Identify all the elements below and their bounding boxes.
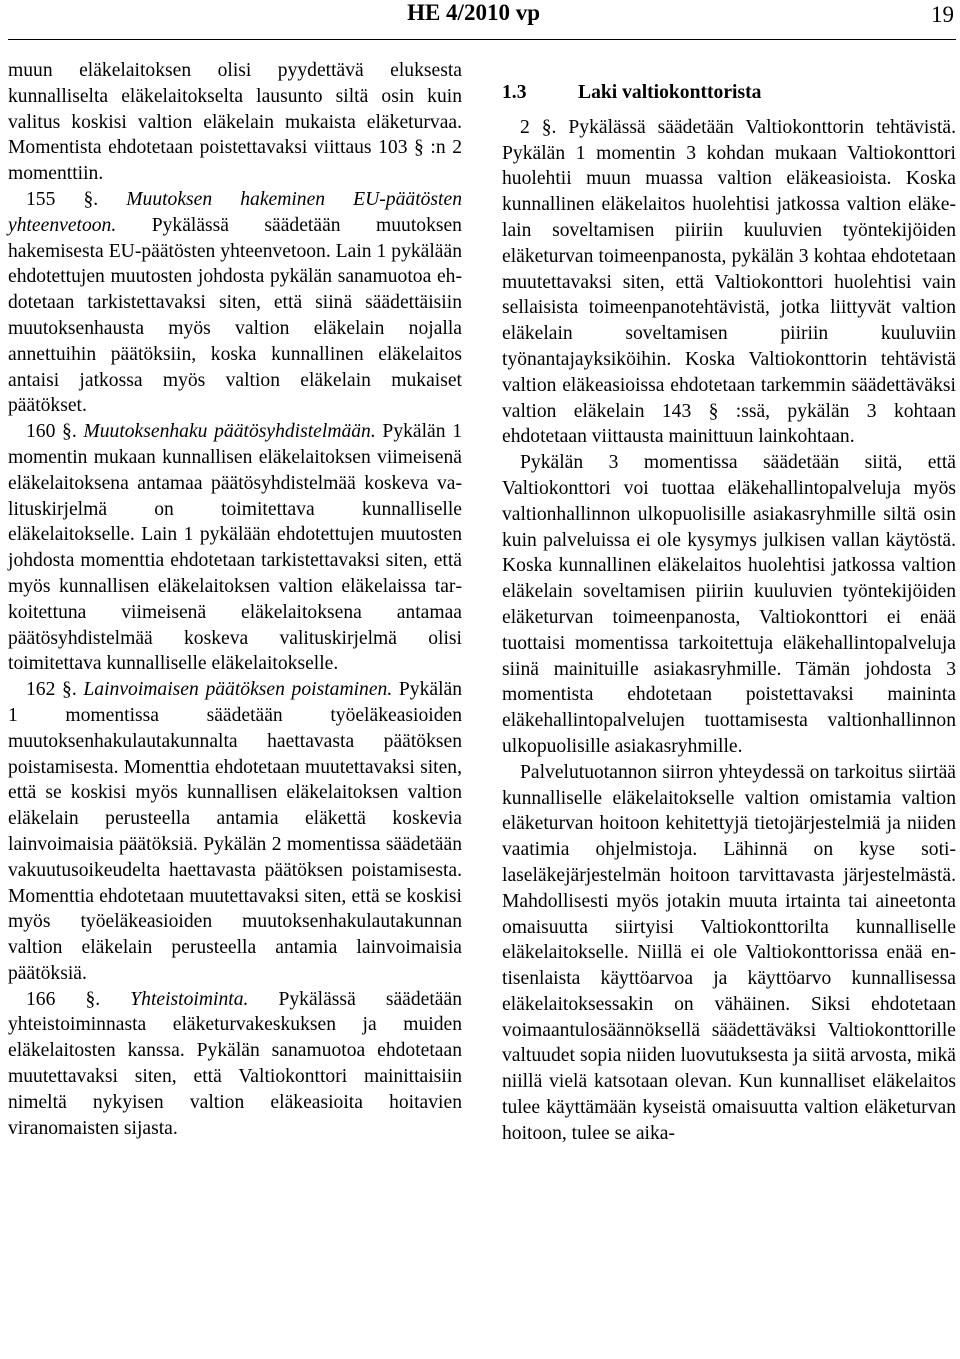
section-heading-title: Laki valtiokonttorista: [578, 82, 762, 103]
paragraph-moment-3: Pykälän 3 momentissa säädetään siitä, että Valtiokonttori voi tuottaa eläkehallintopalveluja myös valtionhallinnon ulkopuolisille asiakasryhmille siltä osin kuin palveluissa ei ole kysymys julkisen vallan käytöstä. Koska kunnallinen eläkelaitos huolehtisi jatkossa valtion eläkelain soveltamisen piiriin kuuluvien työntekijöiden eläketurvan toimeenpanosta, Valtiokonttori ei enää tuottaisi momentissa tarkoitettuja eläkehallintopalveluja siinä mainituille asiakasryhmille. Tämän johdosta 3 momentista ehdotetaan poistettavaksi maininta eläkehallintopalvelujen tuottamisesta valtionhallinnon ulkopuolisille asiakasryhmille.: [502, 452, 956, 757]
section-160-text: Pykälän 1 momentin mukaan kunnallisen eläkelaitoksen viimeisenä eläkelaitoksena antamaa päätösyhdistelmää koskeva valituskirjelmä on toimitettava kunnalliselle eläkelaitokselle. Lain 1 pykälään ehdotettujen muutosten johdosta momenttia ehdotetaan tarkistettavaksi siten, että myös kunnallisen eläkelaitoksen valtion eläkelaissa tarkoitettuna viimeisenä eläkelaitoksena antamaa päätösyhdistelmää koskeva valituskirjelmä olisi toimitettava kunnalliselle eläkelaitokselle.: [8, 421, 462, 675]
section-162: [8, 677, 462, 987]
section-heading-number: 1.3: [502, 82, 527, 103]
section-166-number: 166 §.: [26, 988, 101, 1010]
left-column: [8, 58, 462, 1141]
section-166-text: Pykälässä säädetään yhteistoiminnasta eläketurvakeskuksen ja muiden eläkelaitosten kanssa. Pykälän sanamuotoa ehdotetaan muutettavaksi siten, että Valtiokonttori mainittaisiin nimeltä nykyisen valtion eläkeasioita hoitavien viranomaisten sijasta.: [8, 988, 462, 1139]
section-162-title: Lainvoimaisen päätöksen poistaminen.: [83, 679, 393, 701]
section-160: [8, 419, 462, 677]
section-160-title: Muutoksenhaku päätösyhdistelmään.: [83, 421, 376, 443]
section-166-title: Yhteistoiminta.: [130, 988, 249, 1010]
paragraph-transfer: Palvelutuotannon siirron yhteydessä on tarkoitus siirtää kunnalliselle eläkelaitokselle valtion omistamia valtion eläketurvan hoitoon kehitettyjä tietojärjestelmiä ja niiden vaatimia ohjelmistoja. Lähinnä on kyse sotilaseläkejärjestelmän hoitoon tarvittavasta järjestelmästä. Mahdollisesti myös jotakin muuta irtainta tai aineetonta omaisuutta siirtyisi Valtiokonttorilta kunnalliselle eläkelaitokselle. Niillä ei ole Valtiokonttorissa enää entisenlaista käyttöarvoa ja käyttöarvo kunnallisessa eläkelaitoksessakin on vähäinen. Siksi ehdotetaan voimaantulosäännöksellä säädettäväksi Valtiokonttorille valtuudet sopia niiden luovutuksesta ja siitä arvosta, mikä niillä vielä katsotaan olevan. Kun kunnalliset eläkelaitos tulee käyttämään kyseistä omaisuutta valtion eläketurvan hoitoon, tulee se aika-: [502, 761, 956, 1144]
section-166: [8, 987, 462, 1142]
section-160-number: 160 §.: [26, 421, 77, 443]
paragraph-section-2: 2 §. Pykälässä säädetään Valtiokonttorin tehtävistä. Pykälän 1 momentin 3 kohdan mukaan Valtiokonttori huolehtii muun muassa valtion eläkeasioista. Koska kunnallinen eläkelaitos huolehtisi jatkossa valtion eläkelain soveltamisen piiriin kuuluvien työntekijöiden eläketurvan toimeenpanosta, pykälän 3 kohtaa ehdotetaan muutettavaksi siten, että Valtiokonttori huolehtisi vain sellaisista toimeenpanotehtävistä, jotka liittyvät valtion eläkelain soveltamisen piiriin kuuluviin työnantajayksiköihin. Koska Valtiokonttorin tehtävistä valtion eläkeasioissa ehdotetaan tarkemmin säädettäväksi valtion eläkelain 143 § :ssä, pykälän 3 kohtaan ehdotetaan viittausta mainittuun lainkohtaan.: [502, 116, 956, 448]
document-id: HE 4/2010 vp: [407, 0, 540, 25]
right-column: [502, 80, 956, 1147]
section-heading: [502, 80, 956, 106]
section-162-number: 162 §.: [26, 679, 77, 701]
section-162-text: Pykälän 1 momentissa säädetään työeläkeasioiden muutoksenhakulautakunnalta haettavasta päätöksen poistamisesta. Momenttia ehdotetaan muutettavaksi siten, että se koskisi myös kunnallisen eläkelaitoksen valtion eläkelain perusteella antamia eläkettä koskevia lainvoimaisia päätöksiä. Pykälän 2 momentissa säädetään vakuutusoikeudelta haettavasta päätöksen poistamisesta. Momenttia ehdotetaan muutettavaksi siten, että se koskisi myös työeläkeasioiden muutoksenhakulautakunnan valtion eläkelain perusteella antamia lainvoimaisia päätöksiä.: [8, 679, 463, 984]
paragraph-appeal: muun eläkelaitoksen olisi pyydettävä eluksesta kunnalliselta eläkelaitokselta lausunto siltä osin kuin valitus koskisi valtion eläkelain mukaista eläketurvaa. Momentista ehdotetaan poistettavaksi viittaus 103 § :n 2 momenttiin.: [8, 60, 462, 185]
section-155-text: Pykälässä säädetään muutoksen hakemisesta EU-päätösten yhteenvetoon. Lain 1 pykälään ehdotettujen muutosten johdosta pykälän sanamuotoa ehdotetaan tarkistettavaksi siten, että siinä säädettäisiin muutoksenhausta myös valtion eläkelain nojalla annettuihin päätöksiin, koska kunnallinen eläkelaitos antaisi jatkossa myös valtion eläkelain mukaiset päätökset.: [8, 214, 462, 417]
page-number: 19: [931, 2, 954, 27]
page-header: [0, 0, 960, 40]
section-155: [8, 187, 462, 419]
section-155-title: Muutoksen hakeminen EU-päätösten yhteenvetoon.: [8, 188, 462, 236]
header-rule: [8, 39, 956, 40]
section-155-number: 155 §.: [26, 188, 99, 210]
